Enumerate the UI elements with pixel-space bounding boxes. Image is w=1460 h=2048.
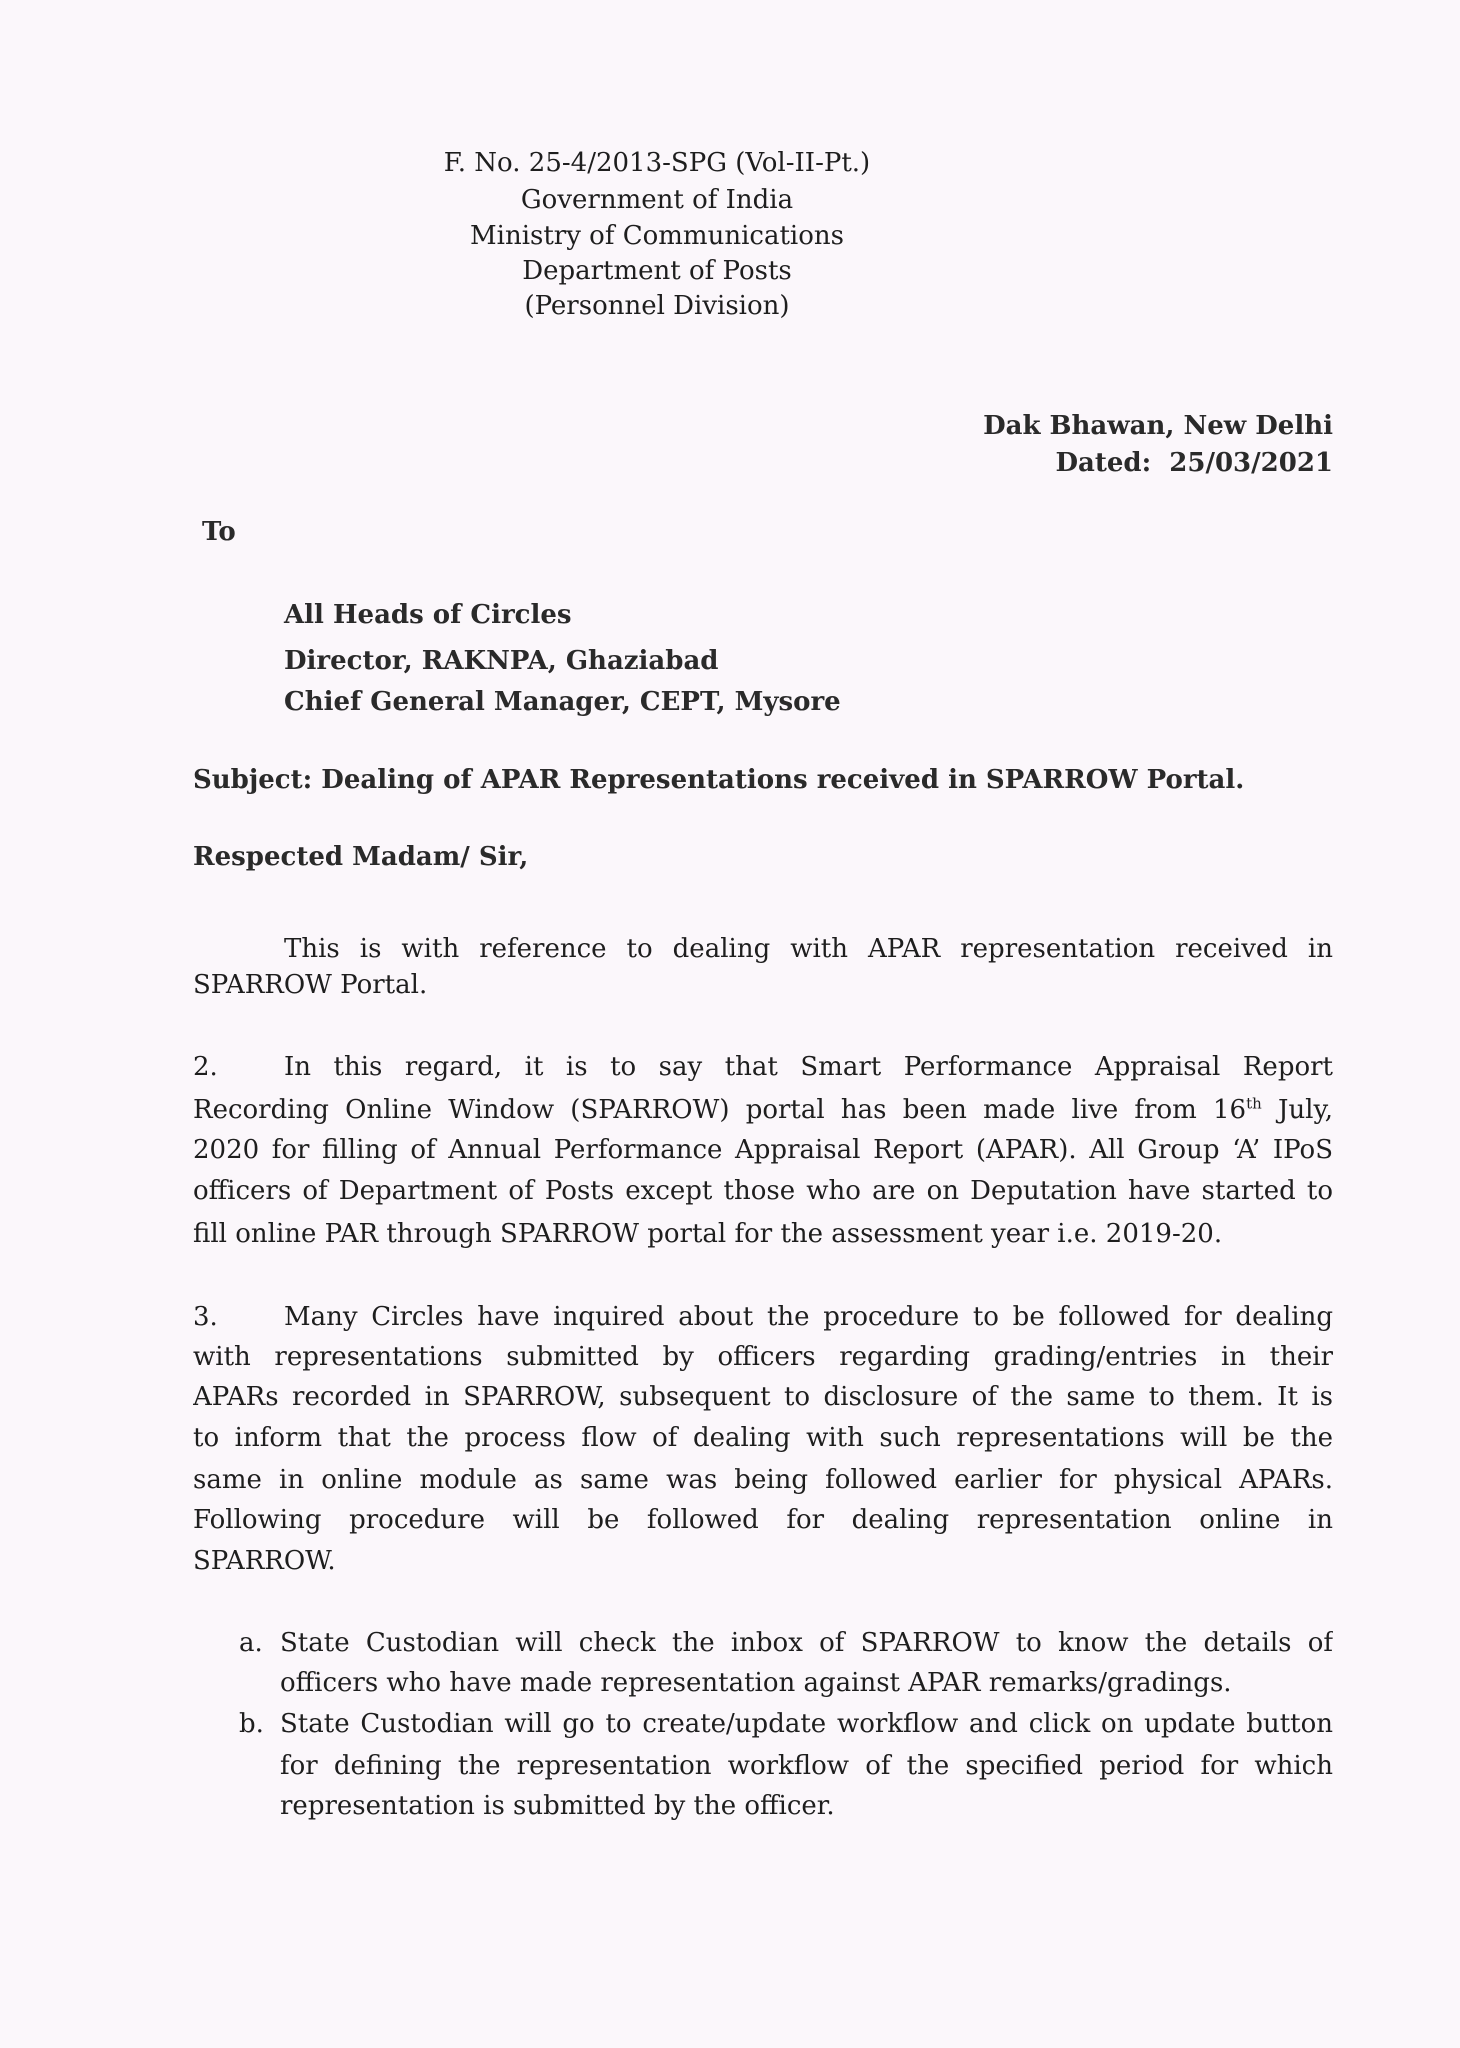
para-number: 2.	[193, 1052, 218, 1082]
para-line: SPARROW Portal.	[193, 970, 428, 1000]
file-number: F. No. 25-4/2013-SPG (Vol-II-Pt.)	[443, 148, 871, 178]
para-number: 3.	[193, 1302, 218, 1332]
list-line: representation is submitted by the officer.	[280, 1791, 835, 1821]
para-line: Following procedure will be followed for dealing representation online in	[193, 1505, 1333, 1535]
para-line: In this regard, it is to say that Smart Performance Appraisal Report	[284, 1052, 1333, 1082]
list-line: for defining the representation workflow of the specified period for which	[280, 1751, 1333, 1781]
para-line: to inform that the process flow of dealing with such representations will be the	[193, 1423, 1333, 1453]
text: July,	[1278, 1095, 1333, 1125]
list-line: State Custodian will go to create/update workflow and click on update button	[280, 1709, 1333, 1739]
org-line: Ministry of Communications	[470, 221, 844, 251]
place: Dak Bhawan, New Delhi	[983, 411, 1333, 441]
para-line: same in online module as same was being followed earlier for physical APARs.	[193, 1465, 1333, 1495]
salutation: Respected Madam/ Sir,	[193, 842, 529, 872]
list-label: b.	[239, 1709, 264, 1739]
date-line	[1055, 445, 1333, 481]
org-line: Department of Posts	[522, 256, 792, 286]
addressee: All Heads of Circles	[284, 600, 572, 630]
list-line: State Custodian will check the inbox of SPARROW to know the details of	[280, 1628, 1333, 1658]
addressee: Chief General Manager, CEPT, Mysore	[284, 687, 841, 717]
list-label: a.	[239, 1628, 263, 1658]
para-line	[193, 1092, 1333, 1128]
para-line: 2020 for filling of Annual Performance Appraisal Report (APAR). All Group ‘A’ IPoS	[193, 1135, 1333, 1165]
list-line: officers who have made representation against APAR remarks/gradings.	[280, 1668, 1232, 1698]
para-line: fill online PAR through SPARROW portal for the assessment year i.e. 2019-20.	[193, 1219, 1223, 1249]
to-label: To	[202, 517, 236, 547]
para-line: Many Circles have inquired about the procedure to be followed for dealing	[284, 1302, 1333, 1332]
para-line: officers of Department of Posts except those who are on Deputation have started to	[193, 1176, 1333, 1206]
addressee: Director, RAKNPA, Ghaziabad	[284, 646, 719, 676]
dated-label: Dated:	[1055, 448, 1152, 478]
para-line: This is with reference to dealing with APAR representation received in	[284, 934, 1333, 964]
para-line: SPARROW.	[193, 1546, 336, 1576]
para-line: APARs recorded in SPARROW, subsequent to disclosure of the same to them. It is	[193, 1382, 1333, 1412]
org-line: Government of India	[520, 185, 794, 215]
para-line: with representations submitted by officers regarding grading/entries in their	[193, 1342, 1333, 1372]
text: Recording Online Window (SPARROW) portal has been made live from 16	[193, 1095, 1247, 1125]
date: 25/03/2021	[1169, 448, 1333, 478]
org-line: (Personnel Division)	[524, 291, 790, 321]
subject: Subject: Dealing of APAR Representations received in SPARROW Portal.	[193, 765, 1245, 795]
superscript: th	[1246, 1094, 1262, 1113]
